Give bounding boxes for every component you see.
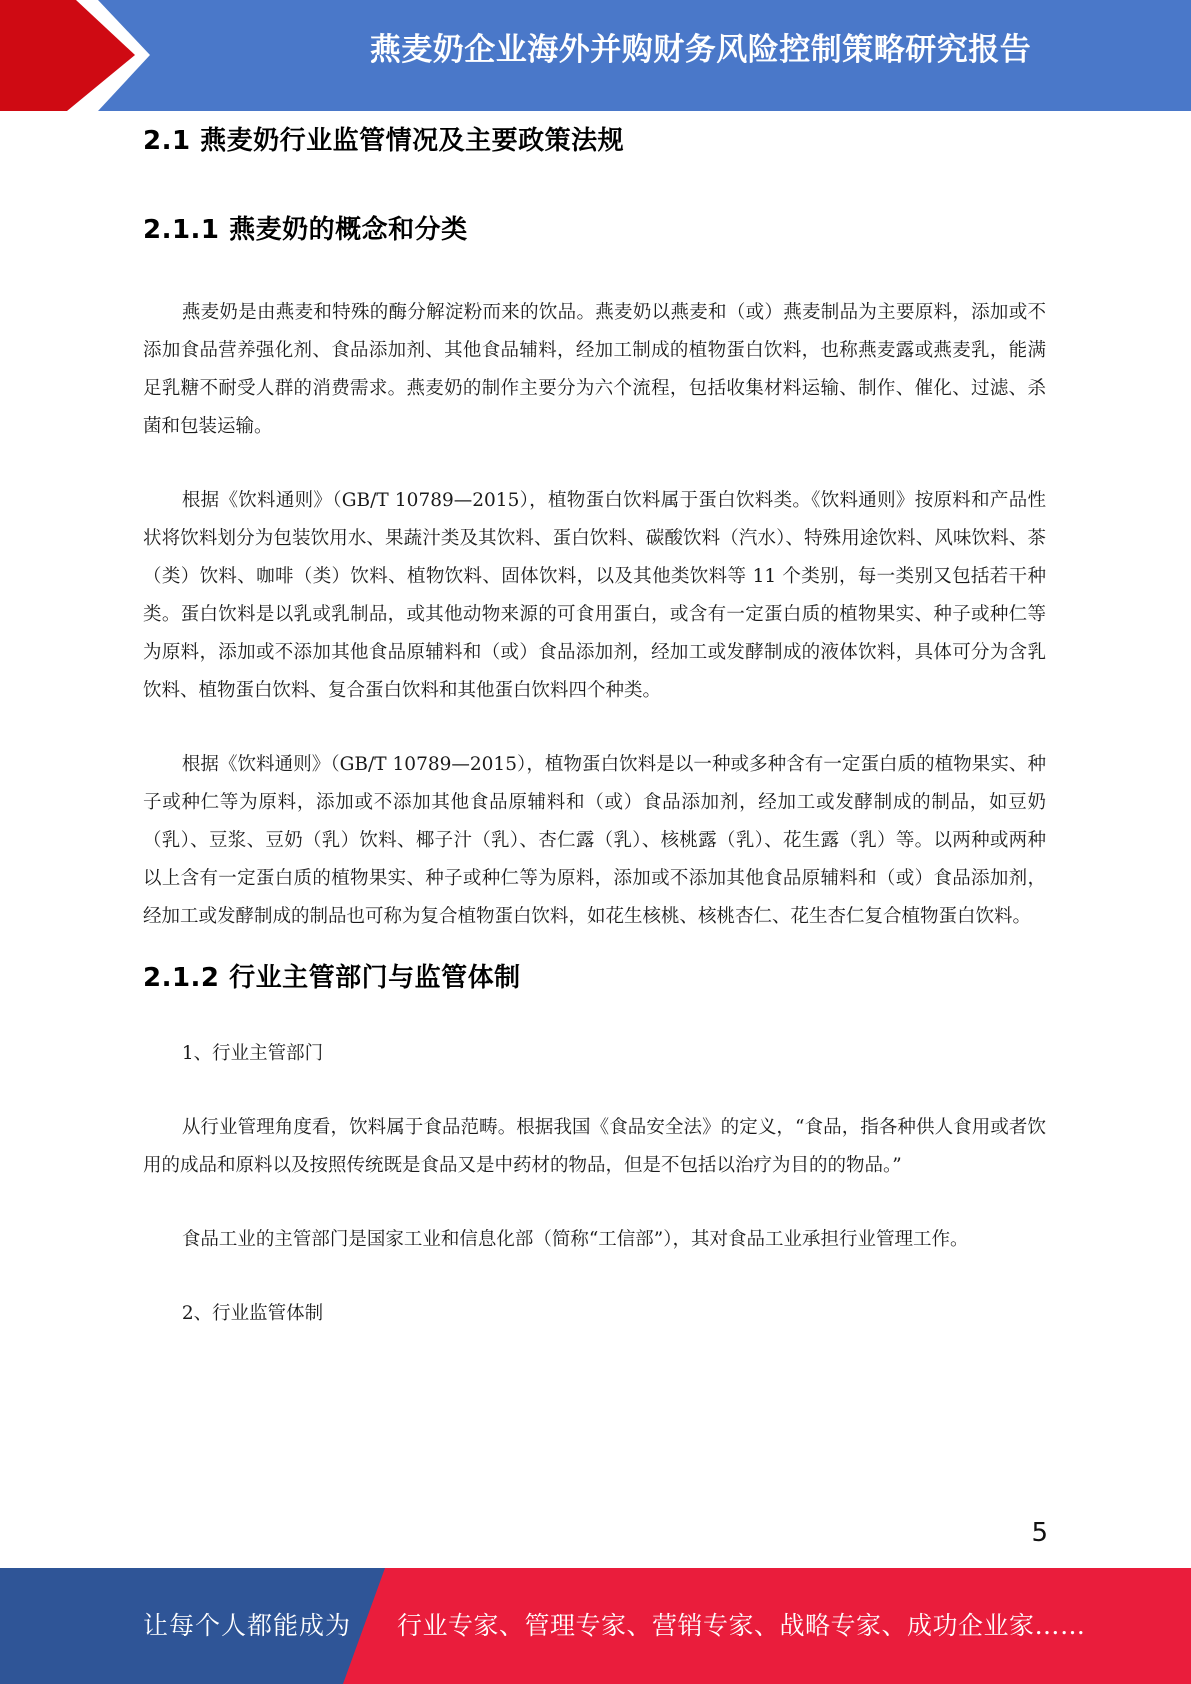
- subsection-heading-concept: 2.1.1 燕麦奶的概念和分类: [143, 214, 468, 245]
- document-body: [143, 125, 1046, 1369]
- paragraph: 食品工业的主管部门是国家工业和信息化部（简称“工信部”），其对食品工业承担行业管理工作。: [181, 1229, 969, 1251]
- subsection-heading-regulation: 2.1.2 行业主管部门与监管体制: [143, 962, 521, 993]
- list-item-heading: 1、行业主管部门: [181, 1043, 324, 1065]
- list-item-heading: 2、行业监管体制: [181, 1303, 324, 1325]
- page-number: 5: [1031, 1518, 1048, 1548]
- paragraph: 燕麦奶是由燕麦和特殊的酶分解淀粉而来的饮品。燕麦奶以燕麦和（或）燕麦制品为主要原料，添加或不添加食品营养强化剂、食品添加剂、其他食品辅料，经加工制成的植物蛋白饮料，也称燕麦露或燕麦乳，能满足乳糖不耐受人群的消费需求。燕麦奶的制作主要分为六个流程，包括收集材料运输、制作、催化、过滤、杀菌和包装运输。: [143, 301, 1046, 437]
- report-title: 燕麦奶企业海外并购财务风险控制策略研究报告: [369, 32, 1032, 68]
- footer-slogan-right: 行业专家、管理专家、营销专家、战略专家、成功企业家……: [397, 1611, 1086, 1640]
- paragraph: 根据《饮料通则》（GB/T 10789—2015），植物蛋白饮料属于蛋白饮料类。《饮料通则》按原料和产品性状将饮料划分为包装饮用水、果蔬汁类及其饮料、蛋白饮料、碳酸饮料（汽水）、特殊用途饮料、风味饮料、茶（类）饮料、咖啡（类）饮料、植物饮料、固体饮料，以及其他类饮料等 11 个类别，每一类别又包括若干种类。蛋白饮料是以乳或乳制品，或其他动物来源的可食用蛋白，或含有一定蛋白质的植物果实、种子或种仁等为原料，添加或不添加其他食品原辅料和（或）食品添加剂，经加工或发酵制成的液体饮料，具体可分为含乳饮料、植物蛋白饮料、复合蛋白饮料和其他蛋白饮料四个种类。: [143, 489, 1046, 701]
- header-chevron-red-shape: [0, 0, 135, 111]
- paragraph: 根据《饮料通则》（GB/T 10789—2015），植物蛋白饮料是以一种或多种含有一定蛋白质的植物果实、种子或种仁等为原料，添加或不添加其他食品原辅料和（或）食品添加剂，经加工或发酵制成的制品，如豆奶（乳）、豆浆、豆奶（乳）饮料、椰子汁（乳）、杏仁露（乳）、核桃露（乳）、花生露（乳）等。以两种或两种以上含有一定蛋白质的植物果实、种子或种仁等为原料，添加或不添加其他食品原辅料和（或）食品添加剂，经加工或发酵制成的制品也可称为复合植物蛋白饮料，如花生核桃、核桃杏仁、花生杏仁复合植物蛋白饮料。: [143, 753, 1046, 927]
- paragraph: 从行业管理角度看，饮料属于食品范畴。根据我国《食品安全法》的定义，“食品，指各种供人食用或者饮用的成品和原料以及按照传统既是食品又是中药材的物品，但是不包括以治疗为目的的物品。”: [143, 1117, 1046, 1177]
- section-heading: 2.1 燕麦奶行业监管情况及主要政策法规: [143, 126, 625, 156]
- header-banner: [0, 0, 1191, 111]
- footer-banner: [0, 1568, 1191, 1684]
- footer-slogan-left: 让每个人都能成为: [143, 1611, 352, 1640]
